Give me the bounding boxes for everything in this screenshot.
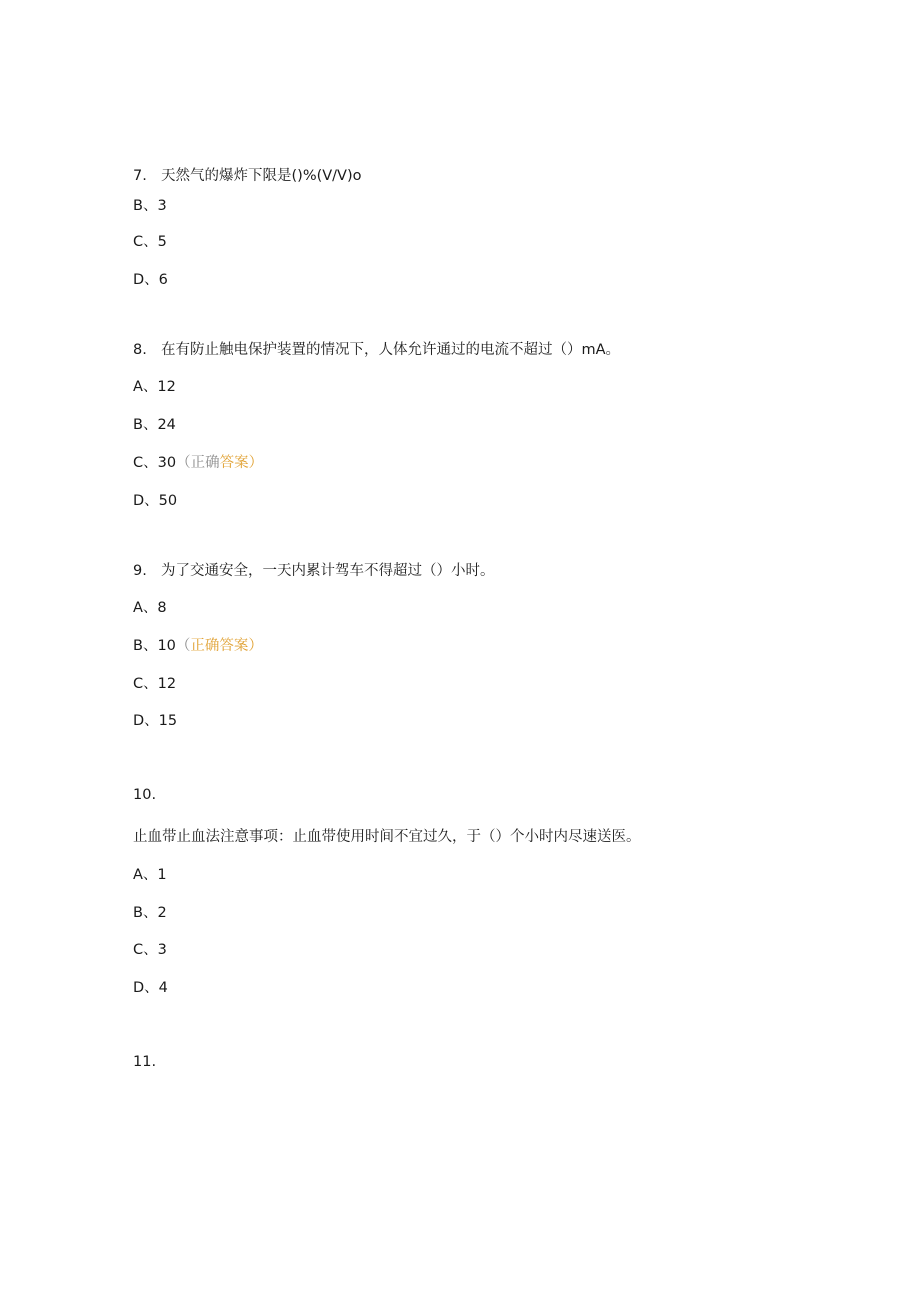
correct-answer-mark-part2: 正确答案） [190,638,263,654]
correct-answer-mark-part1: （ [175,638,191,654]
option-9c: C、12 [133,676,177,692]
option-10a: A、1 [133,867,167,883]
question-9-stem [133,561,495,581]
option-8c [133,453,263,473]
question-text: 天然气的爆炸下限是()%(V/V)o [161,168,362,184]
option-9b [133,636,263,656]
option-9d: D、15 [133,713,178,729]
option-7b: B、3 [133,198,167,214]
option-7d: D、6 [133,272,168,288]
option-10d: D、4 [133,980,168,996]
question-number: 9. [133,563,147,579]
option-8d: D、50 [133,493,178,509]
question-10-text: 止血带止血法注意事项：止血带使用时间不宜过久，于（）个小时内尽速送医。 [133,829,641,845]
correct-answer-mark-part1: （正确 [176,455,220,471]
question-number: 8. [133,342,147,358]
option-8b: B、24 [133,417,176,433]
correct-answer-mark-part2: 答案） [219,455,264,471]
question-11-number: 11. [133,1054,157,1070]
question-text: 在有防止触电保护装置的情况下，人体允许通过的电流不超过（）mA。 [161,342,621,358]
option-10b: B、2 [133,905,167,921]
option-label: B、10 [133,638,176,654]
question-10-number: 10. [133,787,157,803]
question-text: 为了交通安全，一天内累计驾车不得超过（）小时。 [161,563,495,579]
question-number: 7. [133,168,147,184]
option-7c: C、5 [133,234,167,250]
option-9a: A、8 [133,600,167,616]
option-label: C、30 [133,455,177,471]
question-8-stem [133,340,620,360]
option-10c: C、3 [133,942,167,958]
question-7-stem [133,166,362,186]
option-8a: A、12 [133,379,176,395]
